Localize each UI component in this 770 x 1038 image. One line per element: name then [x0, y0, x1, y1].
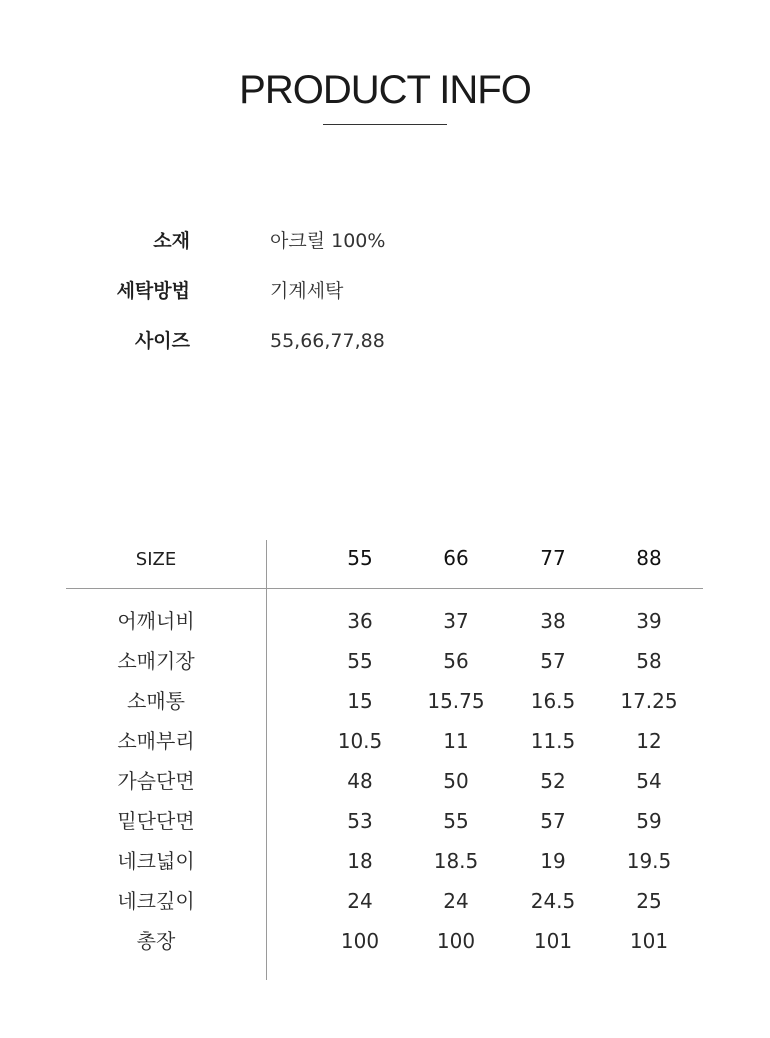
size-table-cell: 15.75	[427, 689, 485, 713]
info-row-sizes	[0, 326, 770, 356]
size-table	[66, 540, 703, 980]
size-table-cell: 101	[533, 929, 573, 953]
info-row-washing	[0, 276, 770, 306]
size-table-cell: 37	[443, 609, 469, 633]
size-row-label: 어깨너비	[117, 609, 195, 633]
size-row-label: 네크넓이	[117, 849, 195, 873]
size-table-cell: 56	[443, 649, 469, 673]
size-table-cell: 19	[540, 849, 566, 873]
size-table-cell: 18.5	[433, 849, 479, 873]
info-row-material	[0, 226, 770, 256]
size-table-cell: 36	[347, 609, 373, 633]
size-table-cell: 53	[347, 809, 373, 833]
size-header-label: SIZE	[135, 549, 177, 570]
size-row-label: 네크깊이	[117, 889, 195, 913]
size-table-cell: 17.25	[620, 689, 678, 713]
size-table-cell: 57	[540, 649, 566, 673]
size-table-cell: 24.5	[530, 889, 576, 913]
size-table-cell: 11.5	[530, 729, 576, 753]
size-table-cell: 55	[347, 649, 373, 673]
page-title: PRODUCT INFO	[239, 68, 531, 112]
size-table-cell: 24	[443, 889, 469, 913]
size-table-cell: 100	[436, 929, 476, 953]
info-label-sizes: 사이즈	[134, 330, 190, 352]
size-table-cell: 19.5	[626, 849, 672, 873]
size-row-label: 소매부리	[117, 729, 195, 753]
info-label-washing: 세탁방법	[116, 280, 190, 302]
size-table-cell: 24	[347, 889, 373, 913]
size-row-label: 밑단단면	[117, 809, 195, 833]
size-column-header: 55	[347, 546, 373, 570]
size-table-cell: 39	[636, 609, 662, 633]
size-table-cell: 101	[629, 929, 669, 953]
info-label-material: 소재	[153, 230, 190, 252]
size-table-cell: 58	[636, 649, 662, 673]
size-table-cell: 52	[540, 769, 566, 793]
size-table-cell: 18	[347, 849, 373, 873]
size-table-cell: 57	[540, 809, 566, 833]
size-table-cell: 16.5	[530, 689, 576, 713]
size-table-cell: 55	[443, 809, 469, 833]
size-row-label: 가슴단면	[117, 769, 195, 793]
size-table-cell: 11	[443, 729, 469, 753]
size-row-label: 소매기장	[117, 649, 195, 673]
size-table-cell: 15	[347, 689, 373, 713]
info-value-material: 아크릴 100%	[270, 230, 386, 252]
size-table-cell: 50	[443, 769, 469, 793]
size-table-cell: 12	[636, 729, 662, 753]
title-underline	[323, 124, 447, 125]
size-table-cell: 54	[636, 769, 662, 793]
size-column-header: 66	[443, 546, 469, 570]
size-table-cell: 25	[636, 889, 662, 913]
size-table-cell: 38	[540, 609, 566, 633]
size-table-cell: 10.5	[337, 729, 383, 753]
size-column-header: 88	[636, 546, 662, 570]
table-vertical-divider	[266, 540, 267, 980]
size-table-cell: 100	[340, 929, 380, 953]
size-table-cell: 59	[636, 809, 662, 833]
size-row-label: 소매통	[127, 689, 185, 713]
info-value-washing: 기계세탁	[270, 280, 344, 302]
size-row-label: 총장	[136, 929, 176, 953]
table-header-divider	[66, 588, 703, 589]
size-column-header: 77	[540, 546, 566, 570]
info-value-sizes: 55,66,77,88	[270, 330, 385, 352]
size-table-cell: 48	[347, 769, 373, 793]
